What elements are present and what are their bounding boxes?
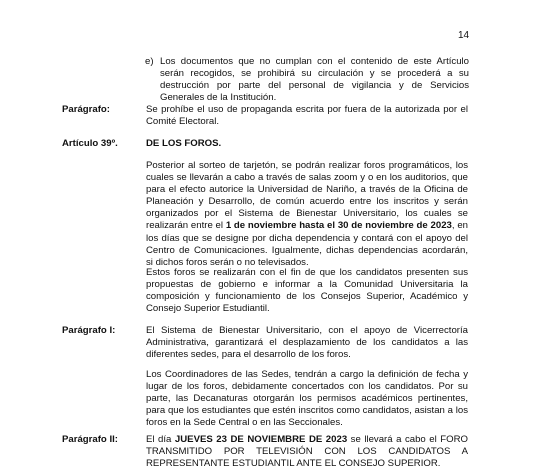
paragrafo-II-text [146,434,468,470]
articulo-39-p1-after: , en los días que se designe por dicha dependencia y contará con el apoyo del Centro de Comunicaciones. Igualmente, dichas dependencias acordarán, si dichos foros serán o no televisados. [146,220,468,268]
paragrafo-II-date: JUEVES 23 DE NOVIEMBRE DE 2023 [174,434,348,445]
paragrafo-II-after: se llevará a cabo el FORO TRANSMITIDO POR TELEVISIÓN CON LOS CANDIDATOS A REPRESENTANTE ESTUDIANTIL ANTE EL CONSEJO SUPERIOR. [146,434,468,470]
list-item-e [145,56,469,104]
articulo-39-p1-before: Posterior al sorteo de tarjetón, se podrán realizar foros programáticos, los cuales se llevarán a cabo a través de salas zoom y o en los auditorios, que para el efecto autorice la Universidad de Nariño, a través de la Oficina de Planeación y Desarrollo, de común acuerdo entre los inscritos y serán organizados por el Sistema de Bienestar Universitario, los cuales se realizarán entre el [146,160,468,232]
paragrafo-I-paragraph-2: Los Coordinadores de las Sedes, tendrán a cargo la definición de fecha y lugar de los foros, debidamente concertados con los candidatos. Por su parte, las Decanaturas otorgarán los permisos académicos pertinentes, para que los estudiantes que estén inscritos como candidatos, asistan a los foros en la Sede Central o en las Seccionales. [146,369,468,429]
paragrafo-II-label: Parágrafo II: [62,434,118,445]
articulo-39-label: Artículo 39º. [62,138,118,149]
list-marker: e) [145,56,154,67]
paragrafo-label: Parágrafo: [62,104,110,115]
page-number: 14 [458,30,470,41]
paragrafo-I-paragraph-1: El Sistema de Bienestar Universitario, con el apoyo de Vicerrectoría Administrativa, garantizará el desplazamiento de los candidatos a las diferentes sedes, para el desarrollo de los foros. [146,325,468,361]
paragrafo-I-label: Parágrafo I: [62,325,116,336]
articulo-39-paragraph-1 [146,160,468,269]
articulo-39-title: DE LOS FOROS. [146,138,222,149]
articulo-39-paragraph-2: Estos foros se realizarán con el fin de que los candidatos presenten sus propuestas de gobierno e informar a la Comunidad Universitaria la composición y funcionamiento de los Consejos Superior, Académico y Consejo Superior Estudiantil. [146,267,468,315]
paragrafo-text: Se prohíbe el uso de propaganda escrita por fuera de la autorizada por el Comité Electoral. [146,104,468,128]
articulo-39-p1-dates: 1 de noviembre hasta el 30 de noviembre de 2023 [225,220,452,232]
paragrafo-II-before: El día [146,434,175,445]
list-item-text: Los documentos que no cumplan con el contenido de este Artículo serán recogidos, se prohibirá su circulación y se procederá a su destrucción por parte del personal de vigilancia y de Servicios Generales de la Institución. [160,56,469,104]
